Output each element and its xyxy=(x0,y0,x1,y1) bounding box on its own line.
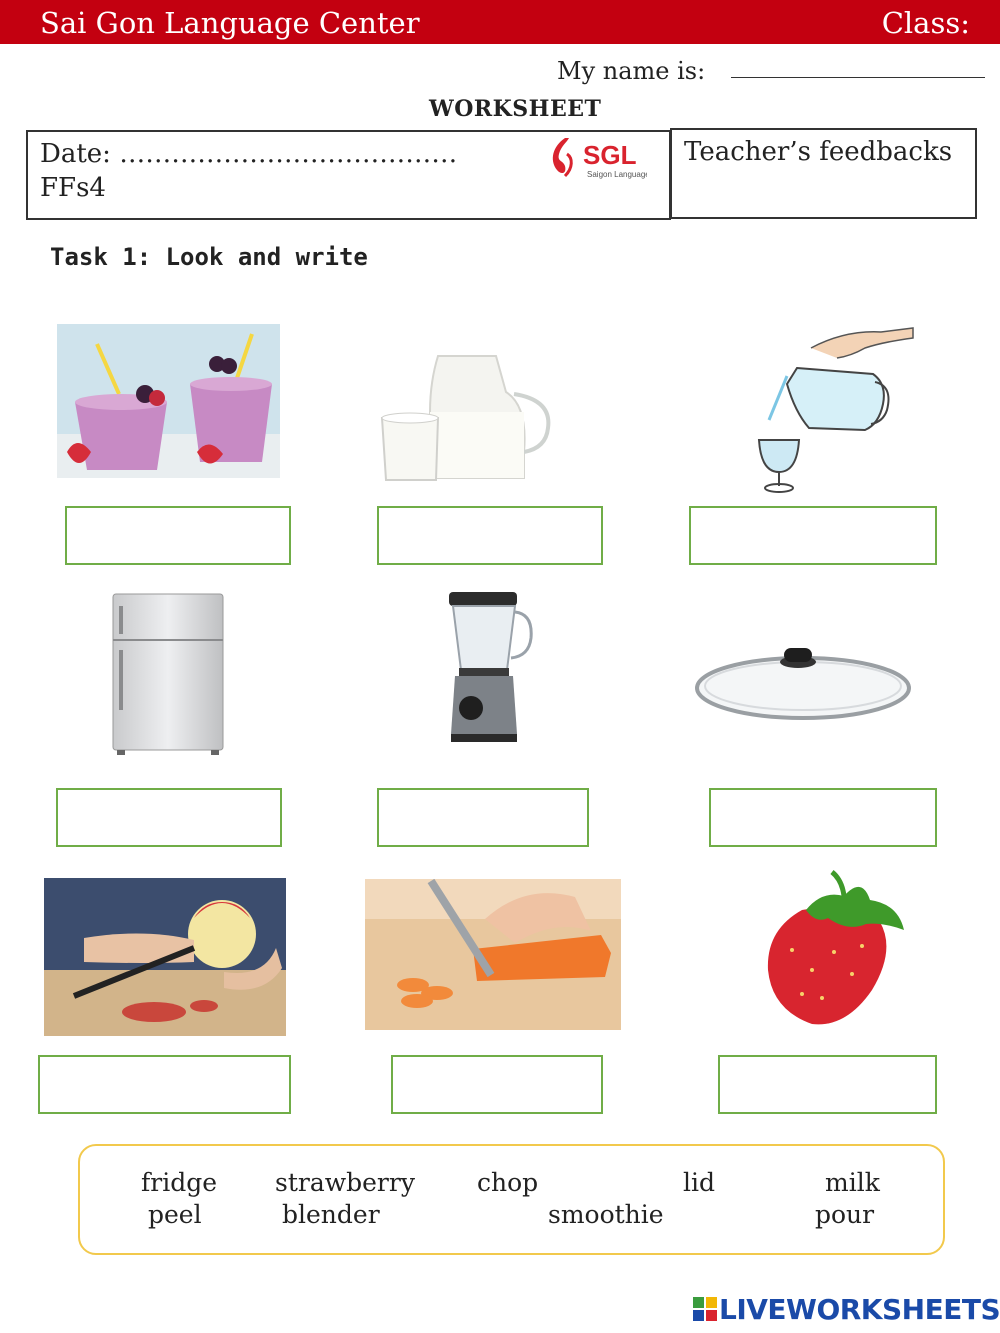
strawberry-picture xyxy=(762,870,910,1028)
word-bank-item: peel xyxy=(148,1200,202,1229)
center-name: Sai Gon Language Center xyxy=(40,6,420,40)
word-bank-item: smoothie xyxy=(548,1200,664,1229)
name-label: My name is: xyxy=(557,57,706,85)
word-bank-item: chop xyxy=(477,1168,539,1197)
word-bank-item: blender xyxy=(282,1200,380,1229)
answer-input-1[interactable] xyxy=(65,506,291,565)
answer-input-2[interactable] xyxy=(377,506,603,565)
lid-picture xyxy=(694,640,912,722)
pour-picture xyxy=(755,324,915,494)
date-line: Date: ………………………………… xyxy=(40,139,458,169)
word-bank-item: milk xyxy=(825,1168,880,1197)
level-code: FFs4 xyxy=(40,173,106,203)
liveworksheets-brand: LIVEWORKSHEETS xyxy=(719,1293,1000,1326)
answer-input-5[interactable] xyxy=(377,788,589,847)
answer-input-6[interactable] xyxy=(709,788,937,847)
peel-picture xyxy=(44,878,286,1036)
sgl-logo xyxy=(547,134,647,182)
answer-input-7[interactable] xyxy=(38,1055,291,1114)
answer-input-9[interactable] xyxy=(718,1055,937,1114)
word-bank-item: lid xyxy=(683,1168,715,1197)
logo-subtext: Saigon Language xyxy=(587,170,647,179)
word-bank-item: fridge xyxy=(141,1168,218,1197)
blender-picture xyxy=(445,588,537,746)
liveworksheets-logo[interactable] xyxy=(693,1293,1000,1327)
answer-input-8[interactable] xyxy=(391,1055,603,1114)
fridge-picture xyxy=(111,592,225,756)
logo-text: SGL xyxy=(583,140,637,170)
name-line xyxy=(731,77,985,78)
smoothie-picture xyxy=(57,324,280,478)
answer-input-3[interactable] xyxy=(689,506,937,565)
chop-picture xyxy=(365,879,621,1030)
answer-input-4[interactable] xyxy=(56,788,282,847)
liveworksheets-icon xyxy=(693,1297,719,1323)
milk-picture xyxy=(378,352,552,484)
word-bank-item: pour xyxy=(815,1200,875,1229)
worksheet-title: WORKSHEET xyxy=(429,96,602,122)
feedback-label: Teacher’s feedbacks xyxy=(684,137,953,167)
task-title: Task 1: Look and write xyxy=(50,243,368,271)
class-label: Class: xyxy=(881,6,970,40)
word-bank-item: strawberry xyxy=(275,1168,415,1197)
